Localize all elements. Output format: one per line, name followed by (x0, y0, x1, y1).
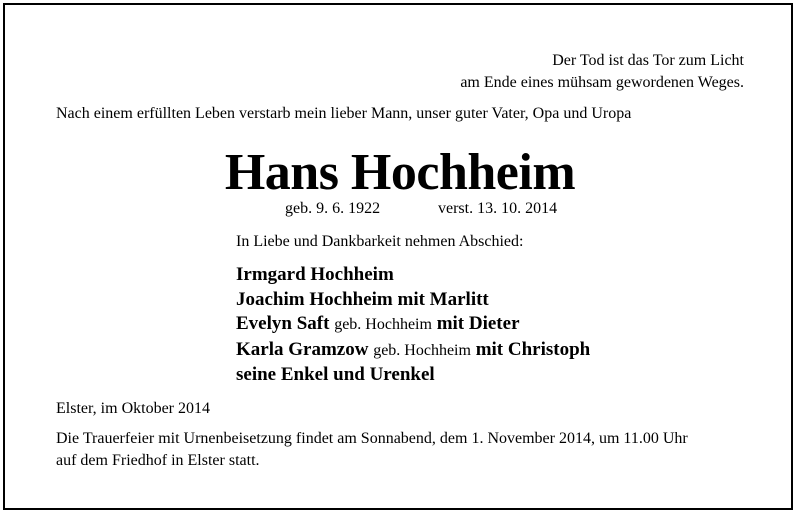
mourner-name: Irmgard Hochheim (236, 264, 394, 285)
death-date: verst. 13. 10. 2014 (438, 200, 558, 217)
mourners-list (236, 263, 590, 388)
birth-date: geb. 9. 6. 1922 (285, 200, 381, 217)
place-date: Elster, im Oktober 2014 (56, 400, 210, 417)
mourner-line (236, 288, 590, 313)
motto-line-1: Der Tod ist das Tor zum Licht (552, 52, 744, 69)
mourner-name: Joachim Hochheim mit Marlitt (236, 288, 489, 310)
mourner-line (236, 263, 590, 288)
motto-quote (460, 50, 744, 94)
service-info (56, 428, 688, 472)
deceased-name: Hans Hochheim (224, 144, 576, 201)
mourner-maiden-name: geb. Hochheim (373, 341, 471, 359)
motto-line-2: am Ende eines mühsam gewordenen Weges. (460, 74, 744, 91)
mourner-name: Karla Gramzow (236, 338, 369, 360)
mourner-partner: mit Christoph (475, 338, 591, 360)
service-line-1: Die Trauerfeier mit Urnenbeisetzung findet am Sonnabend, dem 1. November 2014, um 11.00 Uhr (56, 430, 688, 447)
mourner-name: Evelyn Saft (236, 313, 330, 334)
service-line-2: auf dem Friedhof in Elster statt. (56, 452, 260, 469)
mourner-line (236, 363, 590, 388)
mourner-name: seine Enkel und Urenkel (236, 364, 435, 385)
mourner-line (236, 312, 590, 338)
farewell-text: In Liebe und Dankbarkeit nehmen Abschied: (236, 233, 524, 250)
intro-text: Nach einem erfüllten Leben verstarb mein lieber Mann, unser guter Vater, Opa und Uropa (56, 105, 632, 122)
mourner-maiden-name: geb. Hochheim (334, 316, 432, 333)
mourner-partner: mit Dieter (436, 313, 520, 334)
mourner-line (236, 338, 590, 364)
